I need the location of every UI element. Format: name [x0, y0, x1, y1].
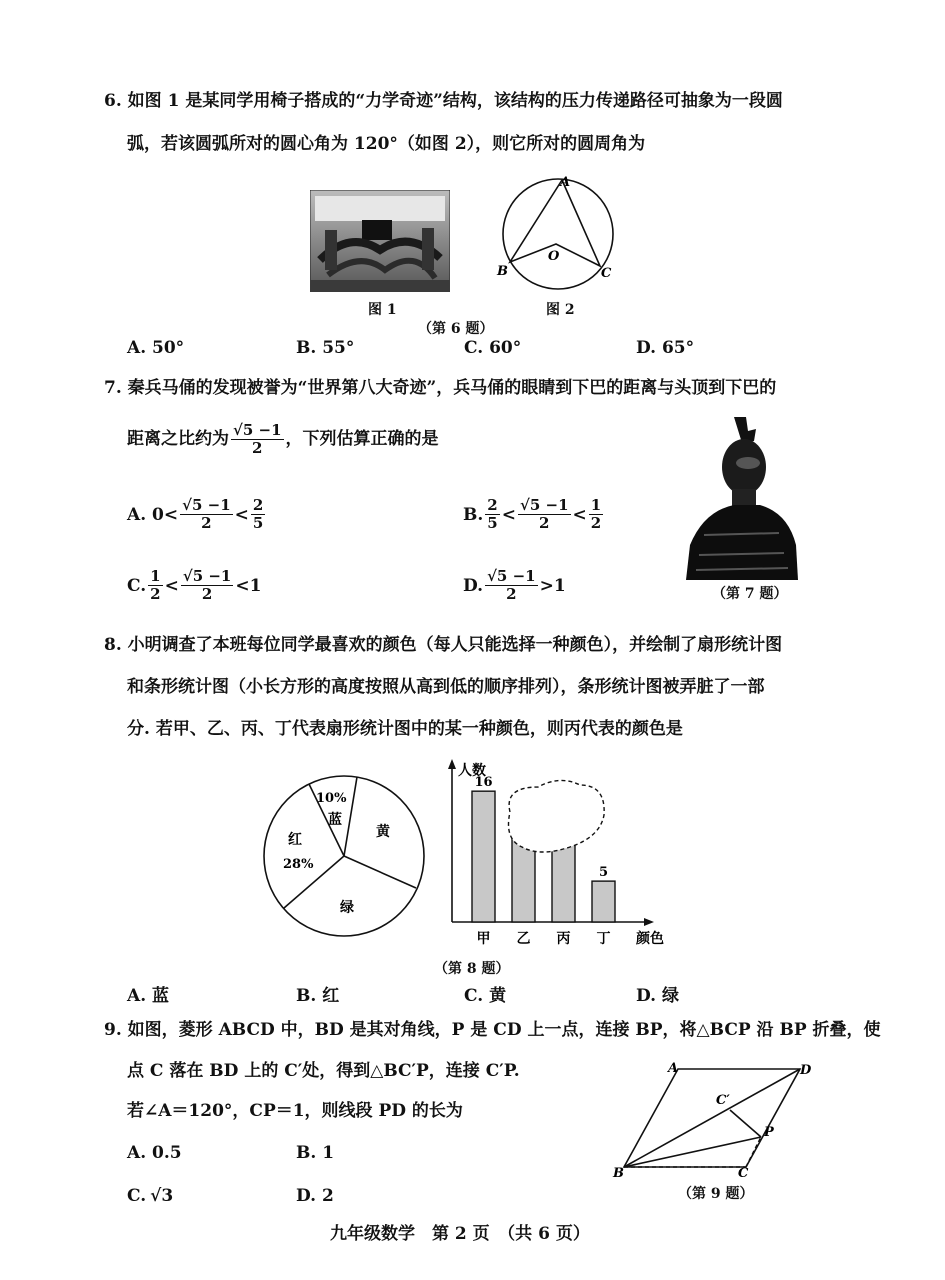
fraction-denominator: 5 [487, 514, 498, 533]
less-than-sign: < [572, 504, 587, 525]
q9-point-p: P [764, 1125, 774, 1140]
q7-option-a-fraction1 [180, 497, 233, 533]
q7-option-c-label: C. [127, 575, 147, 596]
fraction-denominator: 2 [506, 585, 517, 604]
less-than-sign: < [501, 504, 516, 525]
q9-point-d: D [800, 1063, 812, 1078]
q6-fig1-caption: 图 1 [368, 302, 397, 318]
page-footer: 九年级数学 第 2 页 （共 6 页） [330, 1224, 590, 1244]
fraction-denominator: 5 [252, 514, 264, 533]
bar-smudge-cloud [509, 780, 605, 852]
less-than-one: <1 [235, 575, 262, 596]
q9-line3: 若∠A＝120°，CP＝1，则线段 PD 的长为 [127, 1101, 463, 1121]
bar-tick-label-2: 乙 [516, 931, 531, 947]
fraction-numerator: √5 −1 [182, 567, 232, 585]
q8-line1: 8. 小明调查了本班每位同学最喜欢的颜色（每人只能选择一种颜色），并绘制了扇形统计图 [104, 635, 783, 655]
q7-option-b-label: B. [463, 504, 484, 525]
bar-x-axis-arrow [644, 918, 654, 926]
q8-bar-chart [430, 757, 675, 947]
bar-tick-label-4: 丁 [596, 931, 611, 947]
q7-ratio-fraction [231, 422, 284, 458]
q8-option-b[interactable]: B. 红 [296, 986, 340, 1006]
q6-line2: 弧，若该圆弧所对的圆心角为 120°（如图 2），则它所对的圆周角为 [127, 134, 646, 154]
q6-option-b[interactable]: B. 55° [296, 338, 355, 358]
bar-tick-label-3: 丙 [556, 931, 571, 947]
q6-line1: 6. 如图 1 是某同学用椅子搭成的“力学奇迹”结构，该结构的压力传递路径可抽象为一段圆 [104, 91, 783, 111]
bar-data-label-1: 16 [474, 775, 493, 791]
pie-label-green: 绿 [340, 900, 354, 916]
q6-option-c[interactable]: C. 60° [464, 338, 522, 358]
bar-1 [472, 791, 495, 922]
fraction-numerator: √5 −1 [519, 496, 569, 514]
q7-caption: （第 7 题） [712, 586, 788, 602]
bar-data-label-4: 5 [598, 865, 609, 881]
q7-option-b-fraction3 [589, 497, 603, 533]
q7-option-a-fraction2 [251, 497, 265, 533]
fraction-numerator: 2 [252, 496, 264, 514]
q6-caption: （第 6 题） [418, 321, 494, 337]
bar-4 [592, 881, 615, 922]
q7-terracotta-warrior-image [684, 415, 800, 580]
q7-option-b-fraction2 [518, 497, 571, 533]
q9-rhombus-figure [610, 1060, 825, 1178]
q7-line1: 7. 秦兵马俑的发现被誉为“世界第八大奇迹”，兵马俑的眼睛到下巴的距离与头顶到下巴的 [104, 378, 777, 398]
q8-pie-chart [258, 770, 428, 940]
q9-point-cprime: C′ [716, 1093, 730, 1108]
fraction-denominator: 2 [590, 514, 602, 533]
q7-ratio-denominator: 2 [252, 439, 263, 458]
q9-option-c-value: √3 [150, 1186, 174, 1206]
q7-option-c-fraction2 [181, 568, 234, 604]
greater-than-one: >1 [539, 575, 566, 596]
q6-option-d[interactable]: D. 65° [636, 338, 695, 358]
q9-option-b[interactable]: B. 1 [296, 1143, 335, 1163]
q9-line2: 点 C 落在 BD 上的 C′处，得到△BC′P，连接 C′P. [127, 1061, 520, 1081]
fraction-denominator: 2 [539, 514, 550, 533]
fraction-denominator: 2 [201, 585, 213, 604]
q7-ratio-numerator: √5 −1 [233, 421, 282, 439]
q8-line3: 分. 若甲、乙、丙、丁代表扇形统计图中的某一种颜色，则丙代表的颜色是 [127, 719, 683, 739]
pie-label-blue-percent: 10% [316, 791, 347, 806]
q6-chair-photo [310, 190, 450, 292]
fraction-denominator: 2 [150, 585, 161, 604]
segment-bp [624, 1137, 761, 1167]
q9-point-a: A [668, 1061, 679, 1076]
q7-option-a[interactable] [127, 497, 267, 533]
q7-option-a-label: A. 0< [127, 504, 179, 525]
q9-option-c-label: C. [127, 1186, 147, 1206]
q7-option-b-fraction1 [485, 497, 499, 533]
pie-label-red-percent: 28% [283, 857, 314, 872]
pie-label-yellow: 黄 [376, 824, 390, 840]
q8-option-c[interactable]: C. 黄 [464, 986, 507, 1006]
q9-option-a[interactable]: A. 0.5 [127, 1143, 182, 1163]
q6-point-b: B [497, 264, 508, 279]
pie-label-blue: 蓝 [328, 812, 342, 828]
q9-option-c[interactable] [127, 1186, 173, 1206]
q9-option-d[interactable]: D. 2 [296, 1186, 334, 1206]
fraction-numerator: 2 [487, 496, 498, 514]
q7-option-b[interactable] [463, 497, 605, 533]
q6-point-a: A [560, 175, 571, 190]
bar-x-axis-label: 颜色 [636, 931, 664, 947]
q8-caption: （第 8 题） [434, 961, 510, 977]
bar-y-axis-arrow [448, 759, 456, 769]
q7-option-d[interactable] [463, 568, 566, 604]
fraction-denominator: 2 [201, 514, 212, 533]
q7-option-c-fraction1 [148, 568, 162, 604]
q8-option-a[interactable]: A. 蓝 [127, 986, 170, 1006]
q7-option-d-fraction [485, 568, 538, 604]
less-than-sign: < [234, 504, 249, 525]
q6-fig2-caption: 图 2 [546, 302, 575, 318]
q6-option-a[interactable]: A. 50° [127, 338, 185, 358]
q6-point-o: O [548, 249, 560, 264]
q7-line2-prefix: 距离之比约为 [127, 429, 229, 450]
fraction-numerator: 1 [150, 567, 161, 585]
less-than-sign: < [164, 575, 179, 596]
segment-cprime-p [730, 1110, 761, 1137]
q7-option-d-label: D. [463, 575, 484, 596]
fraction-numerator: √5 −1 [487, 567, 536, 585]
q8-line2: 和条形统计图（小长方形的高度按照从高到低的顺序排列），条形统计图被弄脏了一部 [127, 677, 765, 697]
q9-point-c: C [738, 1166, 749, 1178]
q7-line2 [127, 422, 439, 458]
q6-point-c: C [601, 266, 612, 281]
q6-circle-figure [494, 170, 624, 295]
fraction-numerator: 1 [590, 496, 602, 514]
pie-label-red: 红 [288, 832, 302, 848]
bar-y-axis-label: 人数 [458, 763, 486, 779]
fraction-numerator: √5 −1 [182, 496, 231, 514]
q9-line1: 9. 如图，菱形 ABCD 中，BD 是其对角线，P 是 CD 上一点，连接 BP，将△BCP 沿 BP 折叠，使 [104, 1020, 881, 1040]
q7-option-c[interactable] [127, 568, 261, 604]
q9-point-b: B [613, 1166, 624, 1178]
q9-caption: （第 9 题） [678, 1186, 754, 1202]
bar-tick-label-1: 甲 [476, 931, 491, 947]
q7-line2-suffix: ，下列估算正确的是 [285, 429, 439, 450]
q8-option-d[interactable]: D. 绿 [636, 986, 679, 1006]
